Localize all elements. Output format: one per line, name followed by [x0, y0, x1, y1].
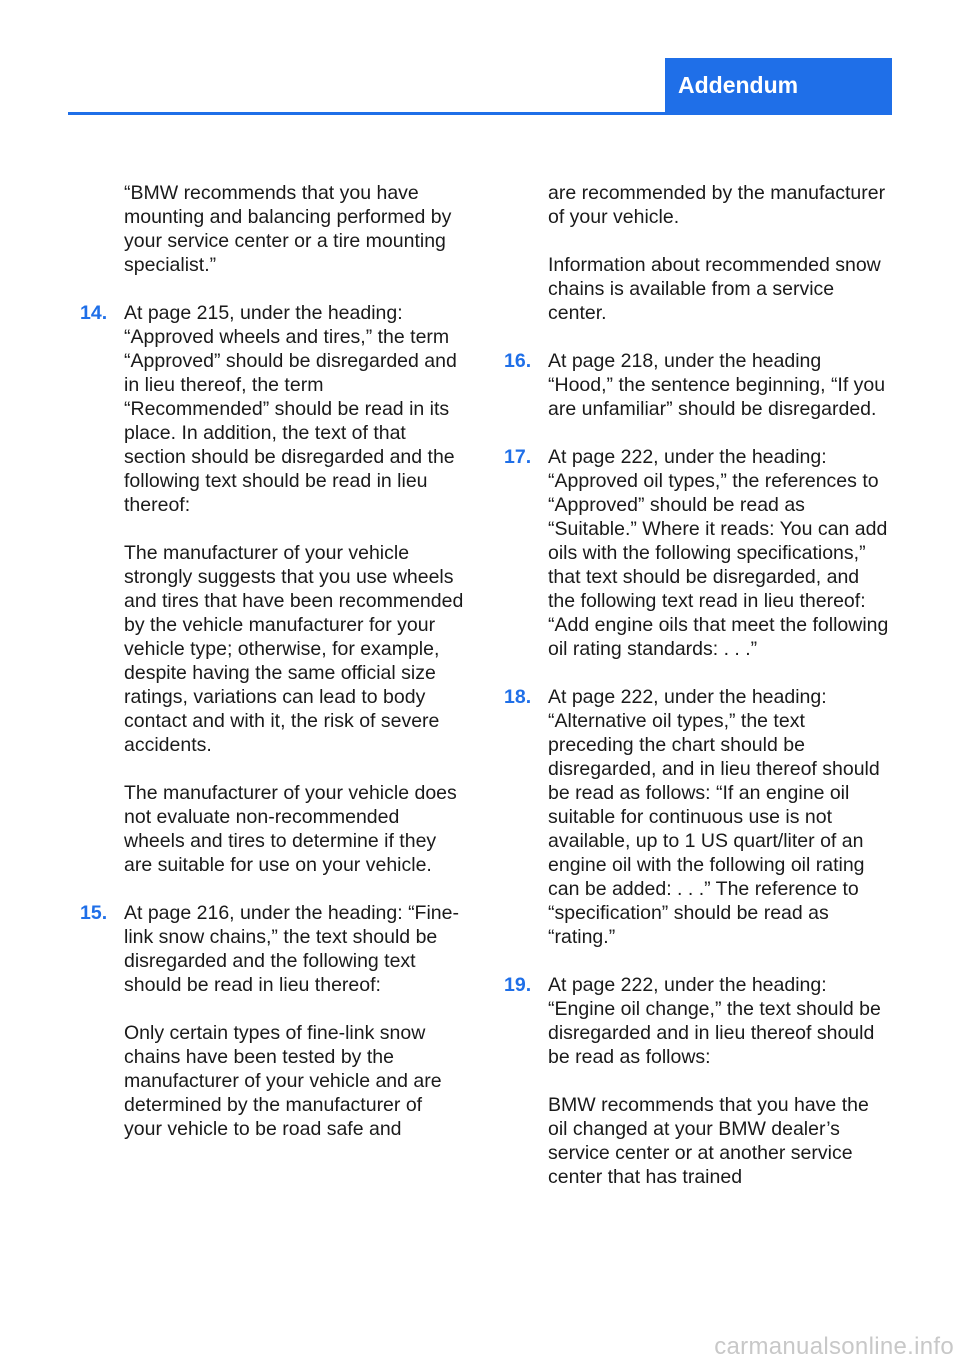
- section-title: Addendum: [678, 72, 799, 98]
- list-item-15: [80, 901, 465, 997]
- left-column: [80, 181, 465, 1165]
- list-item-19: [504, 973, 889, 1069]
- item-text: At page 222, under the heading: “Alternative oil types,” the text preceding the chart should be disregarded, and in lieu thereof should be read as follows: “If an engine oil suitable for continuous use is not available, up to 1 US quart/liter of an engine oil with the following oil rating can be added: . . .” The reference to “specification” should be read as “rating.”: [548, 686, 880, 948]
- item-text: At page 222, under the heading: “Approved oil types,” the references to “Approved” should be read as “Suitable.” Where it reads: You can add oils with the following specifications,” that text should be disregarded, and the following text read in lieu thereof: “Add engine oils that meet the following oil rating standards: . . .”: [548, 446, 889, 660]
- right-column: [504, 181, 889, 1213]
- list-item-18: [504, 685, 889, 949]
- list-item-17: [504, 445, 889, 661]
- paragraph: “BMW recommends that you have mounting and balancing performed by your service center or a tire mounting specialist.”: [124, 182, 452, 276]
- item-number: 16.: [504, 350, 532, 372]
- item-text: At page 222, under the heading: “Engine oil change,” the text should be disregarded and in lieu thereof should be read as follows:: [548, 974, 881, 1068]
- header-rule: [68, 112, 892, 115]
- item-text: At page 216, under the heading: “Fine-link snow chains,” the text should be disregarded and the following text should be read in lieu thereof:: [124, 902, 459, 996]
- paragraph: Only certain types of fine-link snow chains have been tested by the manufacturer of your vehicle and are determined by the manufacturer of your vehicle to be road safe and: [124, 1022, 442, 1140]
- list-item-16: [504, 349, 889, 421]
- paragraph: The manufacturer of your vehicle strongly suggests that you use wheels and tires that have been recommended by the vehicle manufacturer for your vehicle type; otherwise, for example, despite having the same official size ratings, variations can lead to body contact and with it, the risk of severe accidents.: [124, 542, 464, 756]
- item-number: 14.: [80, 302, 108, 324]
- item-text: At page 215, under the heading: “Approved wheels and tires,” the term “Approved” should be disregarded and in lieu thereof, the term “Recommended” should be read in its place. In addition, the text of that section should be disregarded and the following text should be read in lieu thereof:: [124, 302, 457, 516]
- watermark: carmanualsonline.info: [714, 1333, 954, 1360]
- item-text: At page 218, under the heading “Hood,” the sentence beginning, “If you are unfamiliar” should be disregarded.: [548, 350, 886, 420]
- paragraph: Information about recommended snow chains is available from a service center.: [548, 254, 881, 324]
- paragraph: The manufacturer of your vehicle does not evaluate non-recommended wheels and tires to determine if they are suitable for use on your vehicle.: [124, 782, 457, 876]
- list-item-14: [80, 301, 465, 517]
- item-number: 17.: [504, 446, 532, 468]
- item-number: 19.: [504, 974, 532, 996]
- paragraph: BMW recommends that you have the oil changed at your BMW dealer’s service center or at another service center that has trained: [548, 1094, 869, 1188]
- item-number: 15.: [80, 902, 108, 924]
- paragraph: are recommended by the manufacturer of your vehicle.: [548, 182, 886, 228]
- item-number: 18.: [504, 686, 532, 708]
